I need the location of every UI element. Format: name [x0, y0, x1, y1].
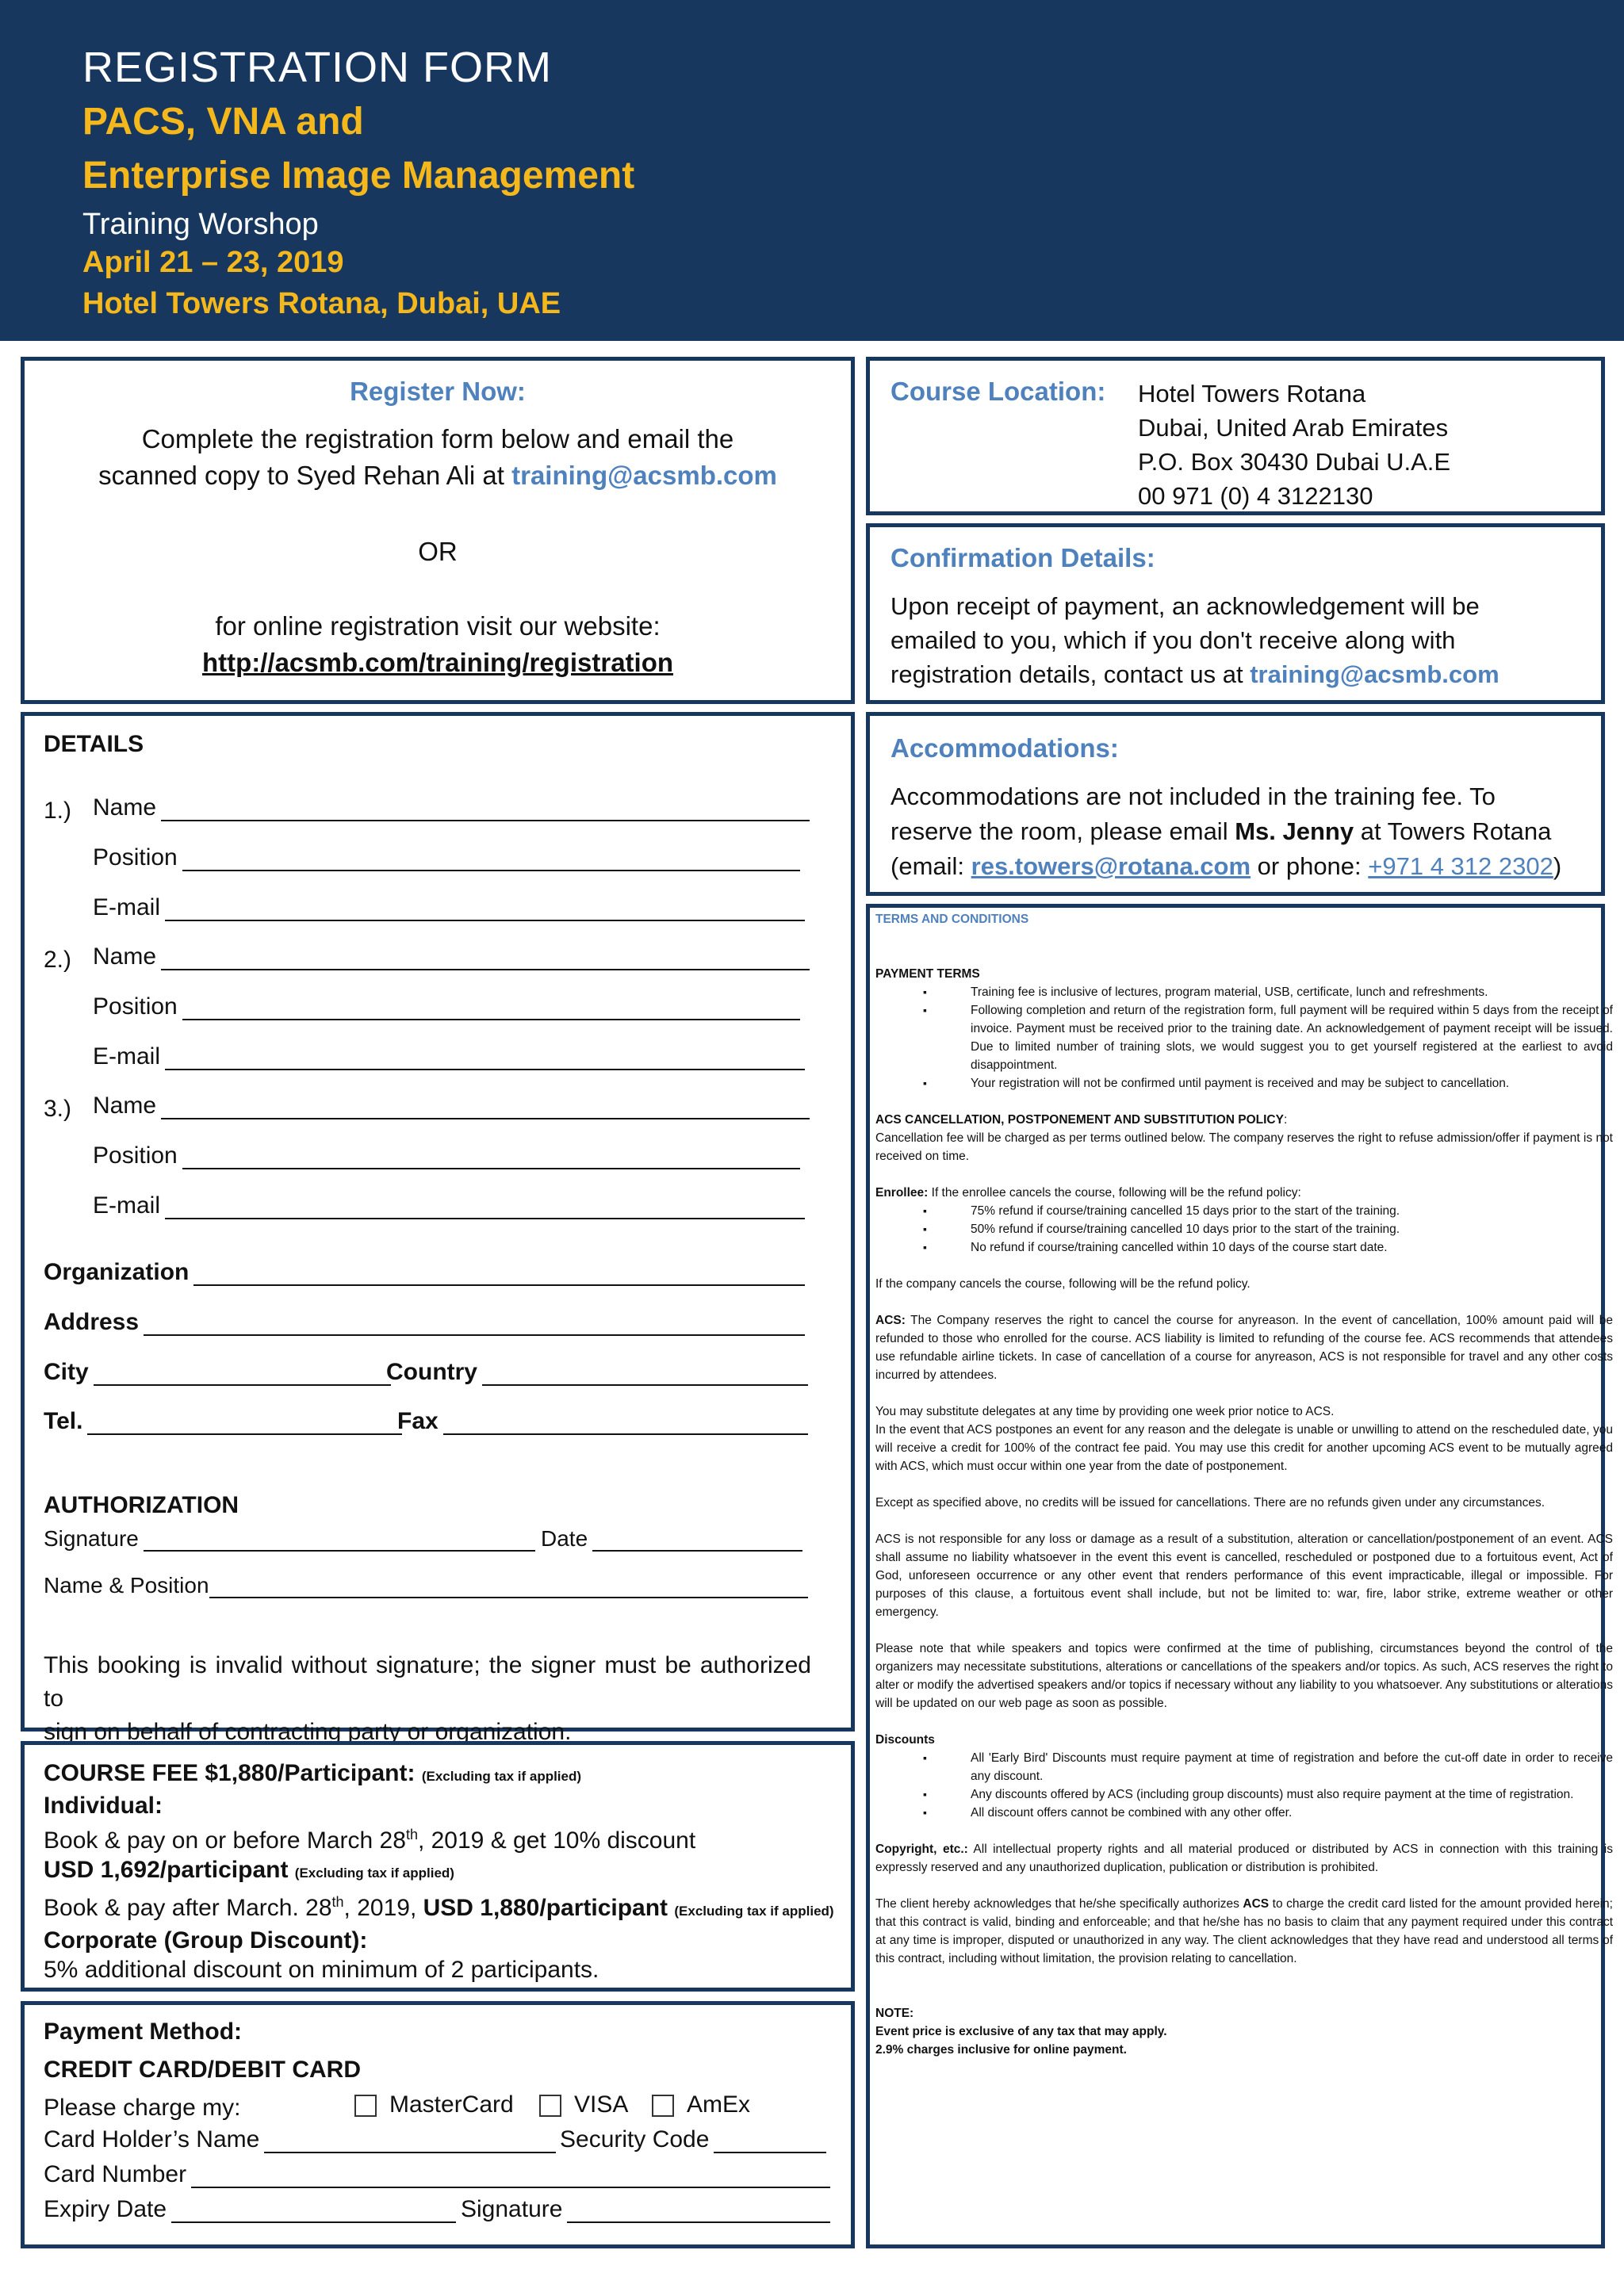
card-holder-name-field[interactable]: Card Holder’s Name — [44, 2126, 556, 2153]
list-item: ▪ 50% refund if course/training cancelled 10 days prior to the start of the training. — [971, 1220, 1613, 1238]
course-title-line2: Enterprise Image Management — [82, 155, 635, 197]
mastercard-option[interactable]: MasterCard — [354, 2091, 514, 2118]
card-type-label: CREDIT CARD/DEBIT CARD — [44, 2057, 361, 2083]
participant-number-3: 3.) — [44, 1096, 72, 1122]
address-field[interactable]: Address — [44, 1309, 805, 1336]
speakers-text: Please note that while speakers and topics were confirmed at the time of publishing, circumstances beyond the control of the organizers may necessitate substitutions, alterations or cancellations of the speakers and/or topics. As such, ACS reserves the right to alter or modify the advertised speakers and/or topics if necessary without any liability to you whatsoever. Any substitutions or alterations will be updated on our web page as soon as possible. — [875, 1642, 1613, 1710]
corporate-label: Corporate (Group Discount): — [44, 1927, 368, 1954]
confirmation-box — [866, 523, 1605, 704]
accommodations-text: Accommodations are not included in the training fee. To reserve the room, please email Ms. Jenny at Towers Rotana (email: res.towers@rotana.com or phone: +971 4 312 2302) — [891, 783, 1562, 880]
course-venue: Hotel Towers Rotana, Dubai, UAE — [82, 287, 561, 320]
participant-number-2: 2.) — [44, 947, 72, 973]
expiry-date-field[interactable]: Expiry Date — [44, 2196, 456, 2223]
note-heading: NOTE: — [875, 2007, 914, 2020]
charge-label: Please charge my: — [44, 2095, 241, 2121]
register-heading: Register Now: — [350, 377, 526, 406]
location-heading: Course Location: — [891, 377, 1106, 406]
organization-field[interactable]: Organization — [44, 1259, 805, 1286]
cancellation-text: Cancellation fee will be charged as per terms outlined below. The company reserves the right to refuse admission/offer if payment is not received on time. — [875, 1131, 1613, 1163]
list-item: ▪ All 'Early Bird' Discounts must require payment at time of registration and before the cut-off date in order to receive any discount. — [971, 1749, 1613, 1785]
form-title: REGISTRATION FORM — [82, 44, 552, 91]
list-item: ▪ Training fee is inclusive of lectures, program material, USB, certificate, lunch and refreshments. — [971, 983, 1613, 1001]
accommodations-heading: Accommodations: — [891, 733, 1119, 763]
course-title-line1: PACS, VNA and — [82, 101, 364, 143]
confirmation-text: Upon receipt of payment, an acknowledgement will be emailed to you, which if you don't receive along with registration details, contact us at training@acsmb.com — [891, 592, 1500, 688]
participant2-position-field[interactable]: Position — [93, 993, 800, 1020]
discounts-list — [875, 1749, 1613, 1822]
location-address: Hotel Towers Rotana Dubai, United Arab Emirates P.O. Box 30430 Dubai U.A.E 00 971 (0) 4 3122130 — [1138, 380, 1451, 510]
authorization-heading: AUTHORIZATION — [44, 1492, 239, 1518]
terms-heading: TERMS AND CONDITIONS — [875, 913, 1029, 926]
corporate-discount-text: 5% additional discount on minimum of 2 participants. — [44, 1957, 599, 1983]
substitute-text: You may substitute delegates at any time by providing one week prior notice to ACS. — [875, 1405, 1335, 1418]
confirmation-email-link[interactable]: training@acsmb.com — [1250, 660, 1500, 688]
early-bird-amount: USD 1,692/participant (Excluding tax if applied) — [44, 1857, 454, 1883]
tel-field[interactable]: Tel. — [44, 1408, 402, 1435]
hotel-email-link[interactable]: res.towers@rotana.com — [971, 852, 1251, 880]
country-field[interactable]: Country — [391, 1359, 808, 1386]
participant3-position-field[interactable]: Position — [93, 1142, 800, 1169]
regular-price: Book & pay after March. 28th, 2019, USD 1,880/participant (Excluding tax if applied) — [44, 1894, 834, 1921]
mastercard-checkbox[interactable] — [354, 2095, 377, 2117]
course-location-box — [866, 357, 1605, 515]
note-line2: 2.9% charges inclusive for online payment. — [875, 2043, 1127, 2057]
participant2-email-field[interactable]: E-mail — [93, 1043, 805, 1070]
client-ack-text: The client hereby acknowledges that he/she specifically authorizes ACS to charge the credit card listed for the amount provided herein; that this contract is valid, binding and enforceable; and that he/she has no basis to claim that any payment required under this contract at any time is improper, disputed or unauthorized in any way. The client acknowledges that they have read and understood all terms of this contract, including without limitation, the provision relating to cancellation. — [875, 1897, 1613, 1965]
payment-terms-heading: PAYMENT TERMS — [875, 967, 980, 981]
payment-terms-list — [875, 983, 1613, 1093]
list-item: ▪ All discount offers cannot be combined with any other offer. — [971, 1804, 1613, 1822]
booking-invalid-note: This booking is invalid without signature; the signer must be authorized to sign on behalf of contracting party or organization. — [44, 1652, 811, 1745]
liability-text: ACS is not responsible for any loss or damage as a result of a substitution, alteration or cancellation/postponement of an event. ACS shall assume no liability whatsoever in the event this event is cancelled, rescheduled or postponed due to a fortuitous event, Act of God, unforeseen occurrence or any other event that renders performance of this event impracticable, illegal or impossible. For purposes of this clause, a fortuitous event shall include, but not be limited to: war, fire, labor strike, extreme weather or other emergency. — [875, 1533, 1613, 1619]
card-number-field[interactable]: Card Number — [44, 2161, 830, 2188]
participant1-name-field[interactable]: Name — [93, 794, 810, 821]
cancellation-heading: ACS CANCELLATION, POSTPONEMENT AND SUBSTITUTION POLICY: — [875, 1113, 1288, 1127]
register-now-box — [21, 357, 855, 704]
list-item: ▪ Any discounts offered by ACS (including group discounts) must also require payment at the time of registration. — [971, 1785, 1613, 1804]
except-text: Except as specified above, no credits will be issued for cancellations. There are no refunds given under any circumstances. — [875, 1496, 1545, 1510]
refund-list — [875, 1202, 1613, 1257]
accommodations-box — [866, 712, 1605, 896]
participant3-email-field[interactable]: E-mail — [93, 1192, 805, 1219]
register-or: OR — [418, 537, 458, 566]
list-item: ▪ Following completion and return of the registration form, full payment will be required within 5 days from the receipt of invoice. Payment must be received prior to the training date. An acknowledgement of payment receipt will be issued. Due to limited number of training slots, we would suggest you to get yourself registered at the earliest to avoid disappointment. — [971, 1001, 1613, 1074]
note-line1: Event price is exclusive of any tax that may apply. — [875, 2025, 1167, 2038]
list-item: ▪ 75% refund if course/training cancelled 15 days prior to the start of the training. — [971, 1202, 1613, 1220]
authorization-signature-field[interactable]: Signature — [44, 1526, 535, 1552]
confirmation-heading: Confirmation Details: — [891, 543, 1155, 572]
city-field[interactable]: City — [44, 1359, 391, 1386]
header-banner — [0, 0, 1624, 341]
course-date: April 21 – 23, 2019 — [82, 246, 344, 279]
register-email-link[interactable]: training@acsmb.com — [511, 461, 777, 490]
amex-option[interactable]: AmEx — [652, 2091, 750, 2118]
hotel-phone-link[interactable]: +971 4 312 2302 — [1368, 852, 1553, 880]
participant1-email-field[interactable]: E-mail — [93, 894, 805, 921]
course-fee-heading: COURSE FEE $1,880/Participant: — [44, 1760, 416, 1786]
payment-method-heading: Payment Method: — [44, 2019, 243, 2045]
registration-url-link[interactable]: http://acsmb.com/training/registration — [201, 648, 674, 677]
name-position-field[interactable]: Name & Position — [44, 1573, 808, 1598]
security-code-field[interactable]: Security Code — [560, 2126, 826, 2153]
individual-label: Individual: — [44, 1793, 163, 1819]
list-item: ▪ Your registration will not be confirmed until payment is received and may be subject to cancellation. — [971, 1074, 1613, 1093]
company-cancel-text: If the company cancels the course, following will be the refund policy. — [875, 1277, 1251, 1291]
participant-number-1: 1.) — [44, 798, 72, 824]
details-heading: DETAILS — [44, 731, 144, 757]
postpone-text: In the event that ACS postpones an event for any reason and the delegate is unable or unwilling to attend on the rescheduled date, you will receive a credit for 100% of the contract fee paid. You may use this credit for another upcoming ACS event to be mutually agreed with ACS, which must occur within one year from the date of postponement. — [875, 1423, 1613, 1473]
visa-option[interactable]: VISA — [539, 2091, 628, 2118]
copyright-text: Copyright, etc.: All intellectual property rights and all material produced or distributed by ACS in connection with this training is expressly reserved and any unauthorized duplication, publication or distribution is prohibited. — [875, 1843, 1614, 1874]
discounts-heading: Discounts — [875, 1733, 935, 1747]
early-bird-price: Book & pay on or before March 28th, 2019 & get 10% discount — [44, 1827, 696, 1854]
acs-cancel-text: ACS: The Company reserves the right to cancel the course for anyreason. In the event of cancellation, 100% amount paid will be refunded to those who enrolled for the course. ACS liability is limited to refunding of the course fee. ACS recommends that attendees use refundable airline tickets. In case of cancellation of a course for anyreason, ACS is not responsible for travel and any other costs incurred by attendees. — [875, 1314, 1613, 1382]
amex-checkbox[interactable] — [652, 2095, 674, 2117]
register-text1b: scanned copy to Syed Rehan Ali at training@acsmb.com — [98, 461, 777, 490]
participant3-name-field[interactable]: Name — [93, 1093, 810, 1119]
list-item: ▪ No refund if course/training cancelled within 10 days of the course start date. — [971, 1238, 1613, 1257]
card-signature-field[interactable]: Signature — [461, 2196, 830, 2223]
visa-checkbox[interactable] — [539, 2095, 561, 2117]
participant1-position-field[interactable]: Position — [93, 844, 800, 871]
course-type: Training Worshop — [82, 208, 319, 241]
course-fee-content: COURSE FEE $1,880/Participant: (Excluding tax if applied) Individual: Book & pay on or before March 28th, 2019 & get 10% discount USD 1,692/participant (Excluding tax if applied) Book & pay after March. 28th, 2019, USD 1,880/participant (Excluding tax if applied) Corporate (Group Discount): 5% additional discount on minimum of 2 participants. — [44, 1760, 834, 1983]
register-text2: for online registration visit our website: — [215, 611, 661, 641]
terms-and-conditions — [875, 910, 1613, 2059]
enrollee-policy: Enrollee: If the enrollee cancels the course, following will be the refund policy: — [875, 1186, 1301, 1200]
register-text1a: Complete the registration form below and email the — [141, 424, 734, 453]
authorization-date-field[interactable]: Date — [541, 1526, 802, 1552]
fax-field[interactable]: Fax — [402, 1408, 808, 1435]
participant2-name-field[interactable]: Name — [93, 943, 810, 970]
